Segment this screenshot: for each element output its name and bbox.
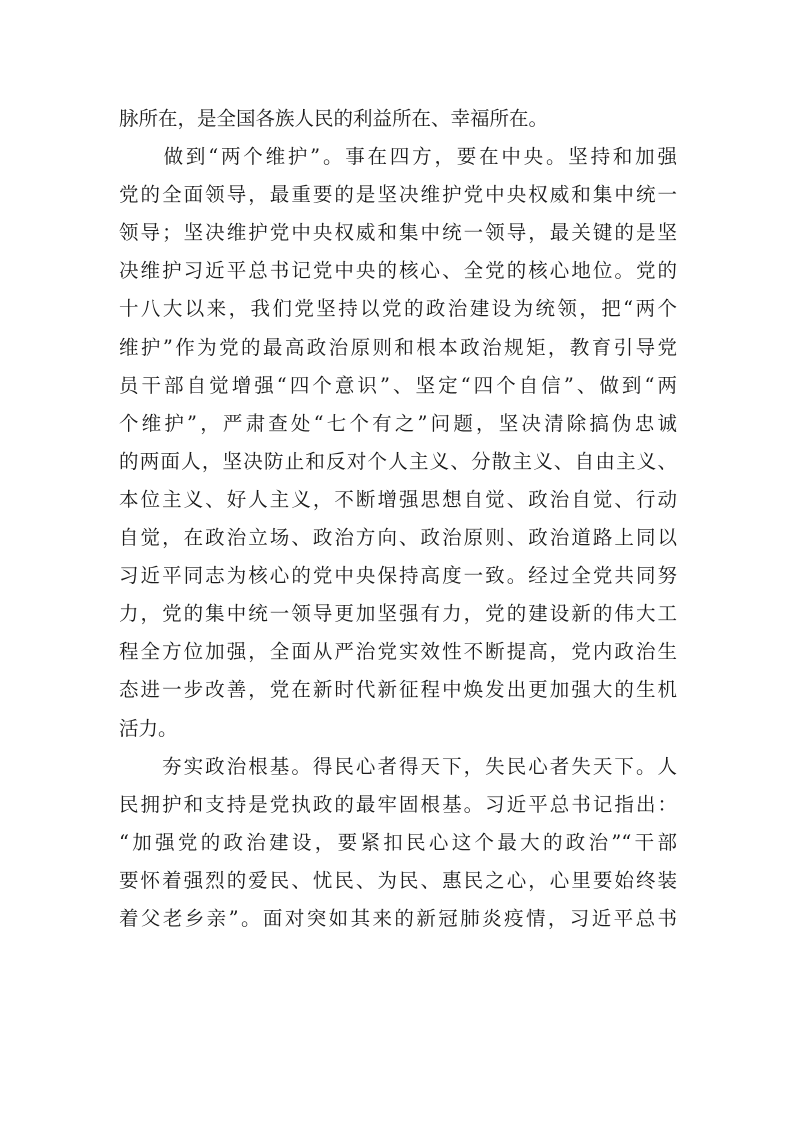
text-line: 着父老乡亲”。面对突如其来的新冠肺炎疫情，习近平总书: [119, 906, 677, 930]
text-line: 脉所在，是全国各族人民的利益所在、幸福所在。: [119, 107, 549, 130]
text-line: 夯实政治根基。得民心者得天下，失民心者失天下。人: [119, 754, 677, 778]
text-line: 十八大以来，我们党坚持以党的政治建设为统领，把“两个: [119, 297, 677, 321]
text-line: 个维护”，严肃查处“七个有之”问题，坚决清除搞伪忠诚: [119, 411, 677, 435]
body-text: [119, 100, 677, 938]
text-line: 领导；坚决维护党中央权威和集中统一领导，最关键的是坚: [119, 221, 677, 245]
text-line: 要怀着强烈的爱民、忧民、为民、惠民之心，心里要始终装: [119, 868, 677, 892]
text-line: 活力。: [119, 716, 178, 740]
text-line: 的两面人，坚决防止和反对个人主义、分散主义、自由主义、: [119, 449, 677, 473]
text-line: 员干部自觉增强“四个意识”、坚定“四个自信”、做到“两: [119, 373, 677, 397]
text-line: 力，党的集中统一领导更加坚强有力，党的建设新的伟大工: [119, 602, 677, 626]
text-line: 习近平同志为核心的党中央保持高度一致。经过全党共同努: [119, 564, 677, 588]
text-line: 决维护习近平总书记党中央的核心、全党的核心地位。党的: [119, 259, 677, 283]
text-line: “加强党的政治建设，要紧扣民心这个最大的政治”“干部: [119, 830, 677, 854]
text-line: 民拥护和支持是党执政的最牢固根基。习近平总书记指出：: [119, 792, 677, 816]
text-line: 做到“两个维护”。事在四方，要在中央。坚持和加强: [119, 145, 677, 169]
text-line: 本位主义、好人主义，不断增强思想自觉、政治自觉、行动: [119, 487, 677, 511]
text-line: 自觉，在政治立场、政治方向、政治原则、政治道路上同以: [119, 526, 677, 550]
text-line: 态进一步改善，党在新时代新征程中焕发出更加强大的生机: [119, 678, 677, 702]
text-line: 程全方位加强，全面从严治党实效性不断提高，党内政治生: [119, 640, 677, 664]
text-line: 党的全面领导，最重要的是坚决维护党中央权威和集中统一: [119, 183, 677, 207]
text-line: 维护”作为党的最高政治原则和根本政治规矩，教育引导党: [119, 335, 677, 359]
